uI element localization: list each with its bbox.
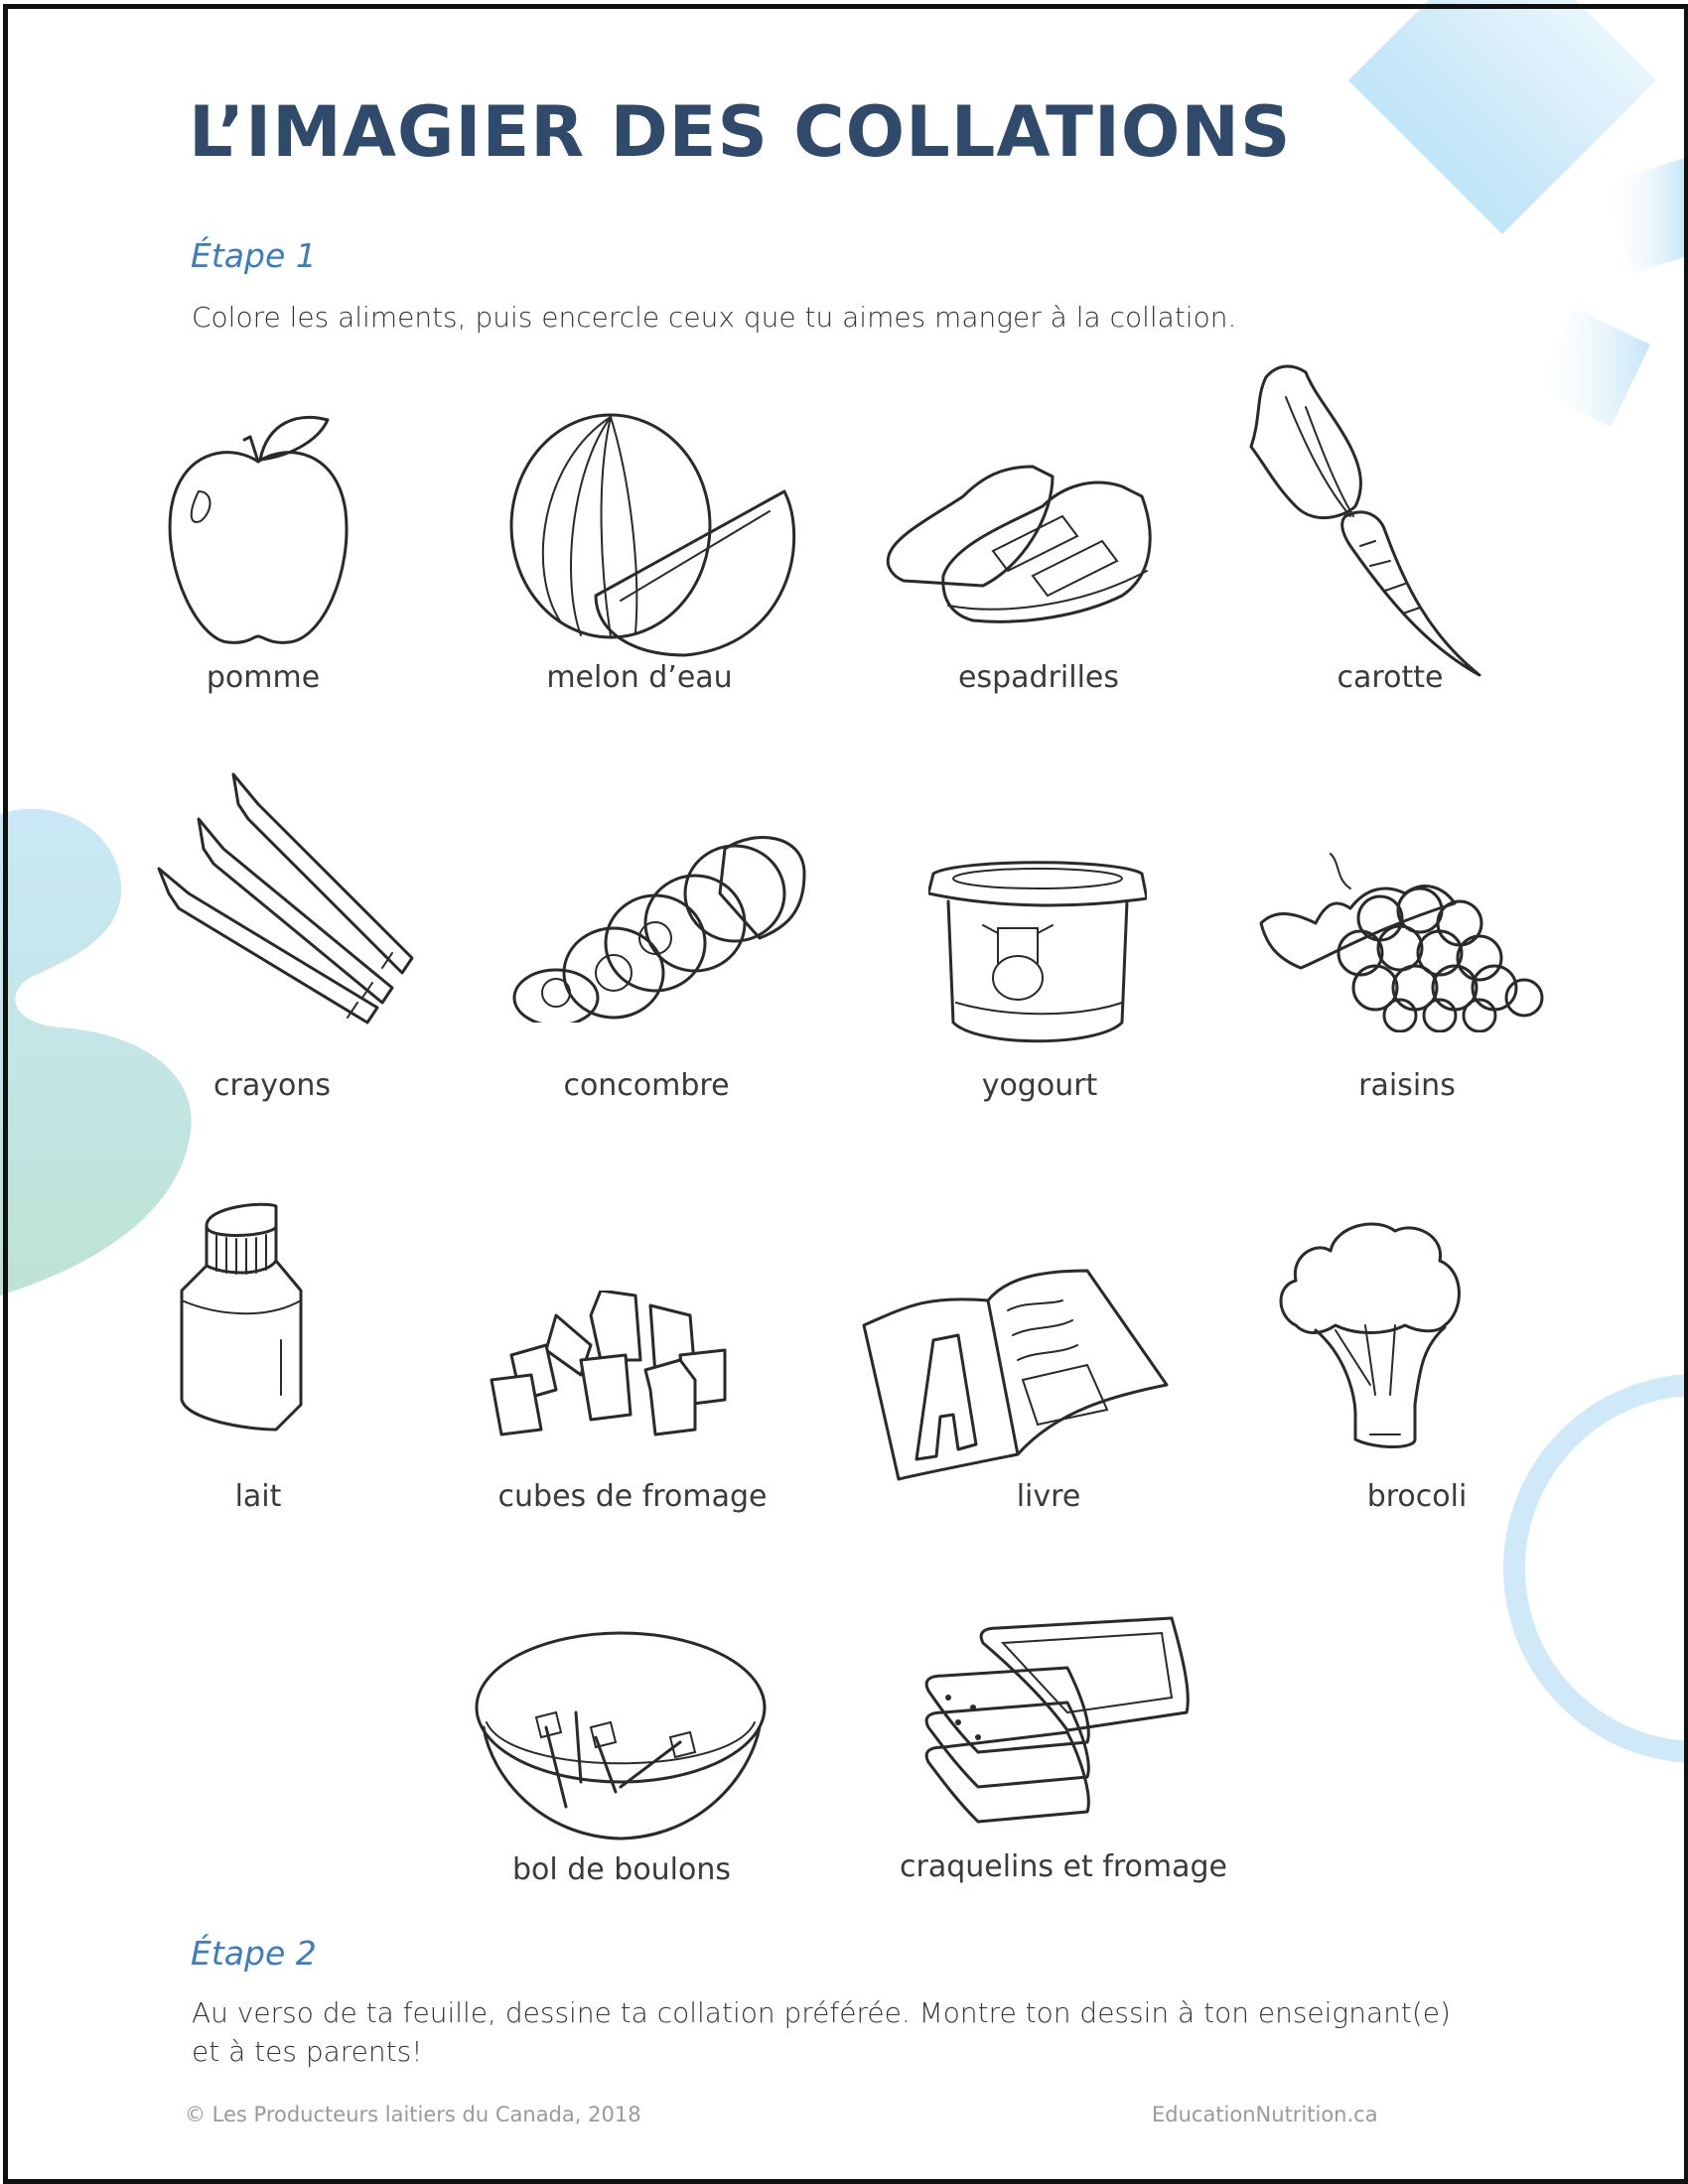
item-label: carotte (1336, 660, 1444, 695)
item-label: livre (1016, 1479, 1081, 1514)
carrot-icon (1246, 357, 1484, 685)
broccoli-icon (1276, 1216, 1465, 1454)
step2-heading: Étape 2 (191, 1934, 317, 1973)
footer-copyright: © Les Producteurs laitiers du Canada, 2018 (185, 2103, 641, 2126)
book-icon (859, 1266, 1196, 1484)
item-label: pomme (206, 660, 321, 695)
item-label: bol de boulons (511, 1852, 732, 1887)
cheese-cubes-icon (487, 1291, 745, 1439)
item-label: craquelins et fromage (899, 1849, 1228, 1884)
sneakers-icon (884, 457, 1172, 635)
item-label: espadrilles (958, 660, 1119, 695)
cucumber-icon (506, 824, 814, 1023)
step1-heading: Étape 1 (191, 236, 317, 275)
item-label: crayons (213, 1068, 331, 1103)
decorative-ring-right (1460, 1370, 1688, 1807)
item-label: concombre (563, 1068, 730, 1103)
step1-instruction: Colore les aliments, puis encercle ceux que tu aimes manger à la collation. (192, 301, 1237, 334)
item-label: cubes de fromage (497, 1479, 768, 1514)
item-label: lait (234, 1479, 282, 1514)
item-label: melon d’eau (546, 660, 733, 695)
pencils-icon (154, 769, 422, 1027)
item-label: brocoli (1366, 1479, 1468, 1514)
page-title: L’IMAGIER DES COLLATIONS (189, 91, 1292, 173)
bowl-of-bolts-icon (472, 1628, 770, 1842)
footer-website-link[interactable]: EducationNutrition.ca (1152, 2103, 1378, 2126)
grapes-icon (1256, 849, 1544, 1032)
yogurt-cup-icon (928, 854, 1147, 1052)
item-label: yogourt (981, 1068, 1098, 1103)
watermelon-icon (501, 412, 799, 660)
item-label: raisins (1358, 1068, 1456, 1103)
apple-icon (159, 402, 357, 650)
crackers-and-cheese-icon (918, 1613, 1196, 1832)
step2-instruction-line2: et à tes parents! (192, 2035, 423, 2068)
step2-instruction-line1: Au verso de ta feuille, dessine ta collation préférée. Montre ton dessin à ton enseignant(e) (192, 1996, 1451, 2029)
milk-bottle-icon (177, 1191, 336, 1439)
